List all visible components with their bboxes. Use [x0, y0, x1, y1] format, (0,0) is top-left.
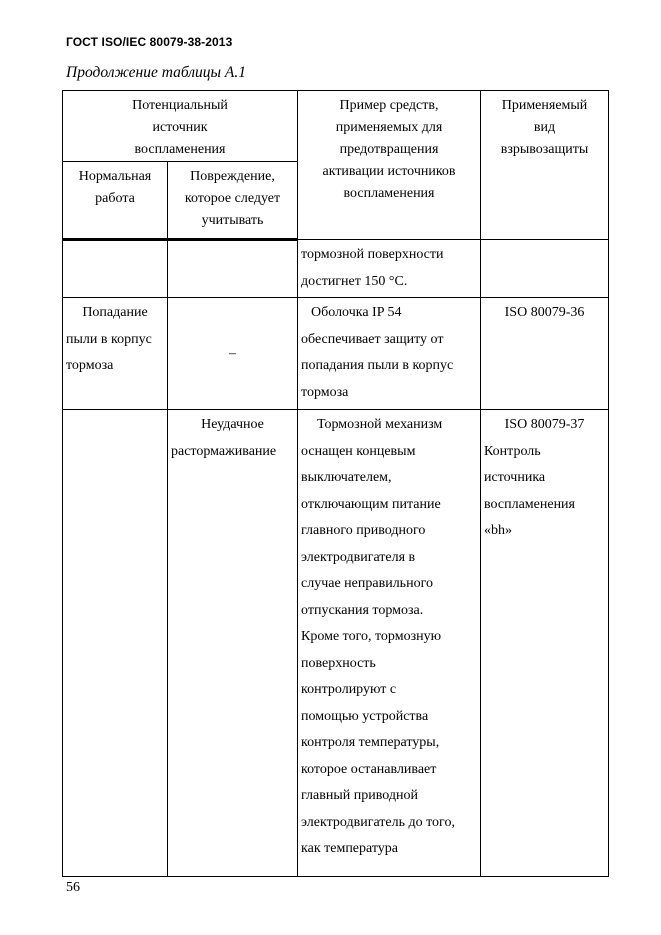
table-row — [63, 240, 609, 298]
document-table — [62, 90, 609, 877]
header-damage: Повреждение, которое следует учитывать — [168, 162, 298, 240]
cell-damage — [168, 240, 298, 298]
table-header-row — [63, 91, 609, 162]
cell-damage: – — [168, 298, 298, 410]
cell-damage: Неудачное растормаживание — [168, 410, 298, 877]
cell-protection — [481, 240, 609, 298]
table-row — [63, 410, 609, 877]
standard-header: ГОСТ ISO/IEC 80079-38-2013 — [66, 35, 233, 49]
cell-means: тормозной поверхности достигнет 150 °С. — [298, 240, 481, 298]
page-number: 56 — [66, 880, 80, 895]
table-row — [63, 298, 609, 410]
table-caption: Продолжение таблицы А.1 — [66, 64, 247, 81]
header-means-text: Пример средств, применяемых для предотвращения активации источников воспламенения — [322, 98, 456, 201]
header-protection-text: Применяемый вид взрывозащиты — [500, 98, 589, 157]
cell-protection: ISO 80079-36 — [481, 298, 609, 410]
header-source-group: Потенциальный источник воспламенения — [63, 91, 298, 162]
cell-normal — [63, 240, 168, 298]
header-normal: Нормальная работа — [63, 162, 168, 240]
header-means — [298, 91, 481, 240]
cell-normal: Попадание пыли в корпус тормоза — [63, 298, 168, 410]
cell-means: Тормозной механизм оснащен концевым выключателем, отключающим питание главного приводного электродвигателя в случае неправильного отпускания тормоза. Кроме того, тормозную поверхность контролируют с помощью устройства контроля температуры, которое останавливает главный приводной электродвигатель до того, как температура — [298, 410, 481, 877]
header-protection — [481, 91, 609, 240]
cell-means: Оболочка IP 54 обеспечивает защиту от попадания пыли в корпус тормоза — [298, 298, 481, 410]
cell-normal — [63, 410, 168, 877]
cell-protection: ISO 80079-37 Контроль источника воспламенения «bh» — [481, 410, 609, 877]
